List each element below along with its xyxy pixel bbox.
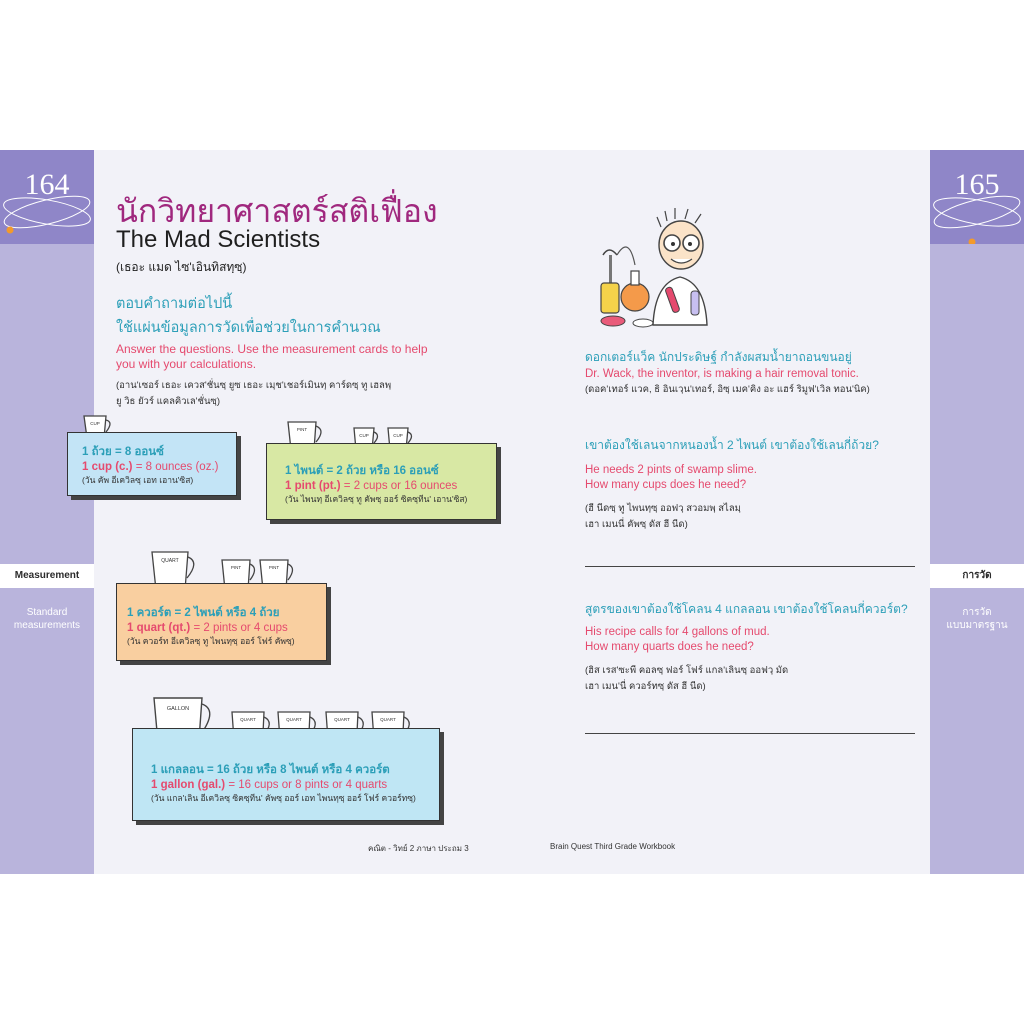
gallon-card <box>132 728 440 821</box>
cup-card-thai: 1 ถ้วย = 8 ออนซ์ <box>82 446 164 458</box>
pint-card-phonetic: (วัน ไพนทฺ อีเควิลซฺ ทู คัพซฺ ออร์ ซิคซฺทีน' เอาน'ซิส) <box>285 494 468 504</box>
quart-card-english: 1 quart (qt.) = 2 pints or 4 cups <box>127 622 288 634</box>
question-1-english: He needs 2 pints of swamp slime. How many cups does he need? <box>585 464 757 491</box>
footer-left: คณิต - วิทย์ 2 ภาษา ประถม 3 <box>368 844 469 853</box>
title-thai: นักวิทยาศาสตร์สติเฟื่อง <box>116 193 438 229</box>
svg-text:PINT: PINT <box>268 565 280 570</box>
footer-right: Brain Quest Third Grade Workbook <box>550 842 676 851</box>
quart-card-phonetic: (วัน ควอร์ท อีเควิลซฺ ทู ไพนทฺซฺ ออร์ โฟร์ คัพซฺ) <box>127 636 295 646</box>
story-thai: ดอกเตอร์แว็ค นักประดิษฐ์ กำลังผสมน้ำยาถอนขนอยู่ <box>585 350 852 364</box>
quart-card-thai: 1 ควอร์ต = 2 ไพนต์ หรือ 4 ถ้วย <box>127 607 280 619</box>
question-1-thai: เขาต้องใช้เลนจากหนองน้ำ 2 ไพนต์ เขาต้องใช้เลนกี่ถ้วย? <box>585 438 879 452</box>
question-2 <box>585 600 908 695</box>
gallon-card-phonetic: (วัน แกล'เลิน อีเควิลซฺ ซิคซฺทีน' คัพซฺ ออร์ เอท ไพนทฺซฺ ออร์ โฟร์ ควอร์ทซฺ) <box>151 793 416 803</box>
cup-card <box>67 432 237 496</box>
svg-text:QUART: QUART <box>161 558 179 564</box>
left-sidebar <box>0 150 94 874</box>
mad-scientist-illustration <box>595 205 725 335</box>
story-phonetic: (ดอค'เทอร์ แวค, ธิ อินเวฺน'เทอร์, อิซฺ เมค'คิง อะ แฮร์ ริมูฟ'เวิล ทอน'นิค) <box>585 384 870 395</box>
question-2-phonetic: (ฮิส เรส'ซะพี คอลซฺ ฟอร์ โฟร์ แกล'เลินซฺ ออฟวฺ มัด เฮา เมน'นี่ ควอร์ทซฺ ดัส ฮี นีด) <box>585 665 789 692</box>
pint-card-thai: 1 ไพนต์ = 2 ถ้วย หรือ 16 ออนซ์ <box>285 465 439 477</box>
section-label-left: Measurement <box>0 564 94 588</box>
quart-card <box>116 583 327 661</box>
page-number-right: 165 <box>954 168 1000 201</box>
story-block <box>585 348 870 398</box>
question-1 <box>585 436 879 533</box>
svg-text:CUP: CUP <box>90 421 100 426</box>
svg-text:GALLON: GALLON <box>166 706 190 712</box>
gallon-card-english: 1 gallon (gal.) = 16 cups or 8 pints or 4 quarts <box>151 779 388 791</box>
title-phonetic: (เธอะ แมด ไซ'เอินทิสทฺซฺ) <box>116 260 247 274</box>
subsection-label-left: Standard measurements <box>13 607 81 631</box>
svg-text:PINT: PINT <box>296 427 308 432</box>
question-2-thai: สูตรของเขาต้องใช้โคลน 4 แกลลอน เขาต้องใช้โคลนกี่ควอร์ต? <box>585 602 908 616</box>
cup-card-phonetic: (วัน คัพ อีเควิลซฺ เอท เอาน'ซิส) <box>82 475 194 485</box>
subsection-label-right: การวัด แบบมาตรฐาน <box>946 607 1008 631</box>
right-sidebar <box>930 150 1024 874</box>
svg-text:CUP: CUP <box>393 433 403 438</box>
pint-card <box>266 443 497 520</box>
question-2-english: His recipe calls for 4 gallons of mud. How many quarts does he need? <box>585 626 770 653</box>
svg-text:PINT: PINT <box>230 565 242 570</box>
cup-card-english: 1 cup (c.) = 8 ounces (oz.) <box>82 461 219 473</box>
svg-text:QUART: QUART <box>286 717 302 722</box>
instructions-thai: ตอบคำถามต่อไปนี้ ใช้แผ่นข้อมูลการวัดเพื่อช่วยในการคำนวณ <box>116 296 381 336</box>
gallon-card-thai: 1 แกลลอน = 16 ถ้วย หรือ 8 ไพนต์ หรือ 4 ควอร์ต <box>151 764 390 776</box>
svg-text:QUART: QUART <box>240 717 256 722</box>
svg-text:QUART: QUART <box>380 717 396 722</box>
instructions-phonetic: (อาน'เซอร์ เธอะ เควส'ชั่นซฺ ยูซ เธอะ เมฺช'เชอร์เมินทฺ คาร์ดซฺ ทู เฮลพฺ ยู วิธ ยัวร์ แคลคิวเล'ชั่นซฺ) <box>116 380 392 407</box>
pint-card-english: 1 pint (pt.) = 2 cups or 16 ounces <box>285 480 458 492</box>
instructions-english: Answer the questions. Use the measurement cards to help you with your calculations. <box>116 342 428 371</box>
question-1-phonetic: (ฮี นีดซฺ ทู ไพนทฺซฺ ออฟวฺ สวอมพฺ สไลมฺ เฮา เมนนี่ คัพซฺ ดัส ฮี นีด) <box>585 503 741 530</box>
page-number-tab-left <box>0 150 94 244</box>
story-english: Dr. Wack, the inventor, is making a hair removal tonic. <box>585 368 859 380</box>
page-number-tab-right <box>930 150 1024 244</box>
answer-line-1[interactable] <box>585 566 915 567</box>
svg-text:QUART: QUART <box>334 717 350 722</box>
section-label-right: การวัด <box>930 564 1024 588</box>
svg-text:CUP: CUP <box>359 433 369 438</box>
answer-line-2[interactable] <box>585 733 915 734</box>
title-english: The Mad Scientists <box>116 226 321 253</box>
page-number-left: 164 <box>24 168 70 201</box>
